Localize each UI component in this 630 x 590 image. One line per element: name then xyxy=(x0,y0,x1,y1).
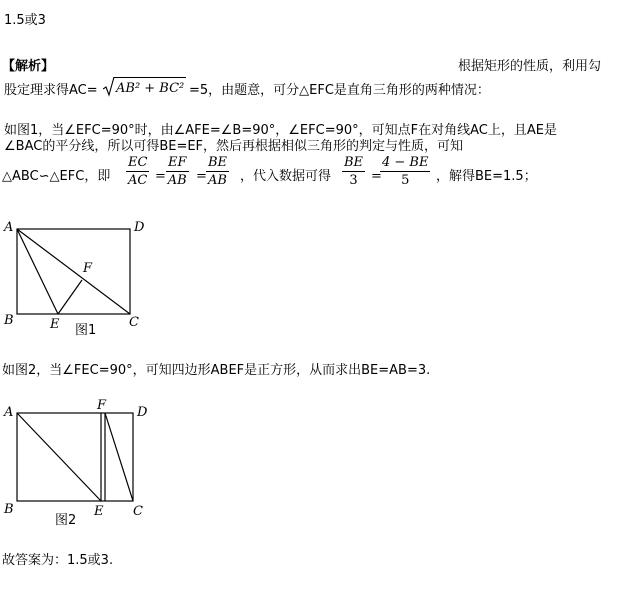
fraction-denominator: AC xyxy=(128,173,148,188)
fig2-segment-ae xyxy=(17,413,101,501)
fraction-numerator: 4 − BE xyxy=(382,155,429,170)
fig1-caption: 图1 xyxy=(75,323,97,338)
figure-2 xyxy=(0,398,160,530)
fraction-denominator: AB xyxy=(167,173,187,188)
fig2-label-b: B xyxy=(4,502,14,517)
case2-line: 如图2，当∠FEC=90°，可知四边形ABEF是正方形，从而求出BE=AB=3. xyxy=(2,363,431,378)
fig1-segment-ae xyxy=(17,229,58,314)
sqrt-bar xyxy=(114,77,186,78)
fig2-segment-fc xyxy=(105,413,133,501)
fraction-4-minus-be-5 xyxy=(380,155,430,188)
fraction-denominator: AB xyxy=(208,173,227,188)
fig2-rectangle xyxy=(17,413,133,501)
case1-line2: ∠BAC的平分线，所以可得BE=EF，然后再根据相似三角形的判定与性质，可知 xyxy=(4,139,464,154)
fraction-numerator: BE xyxy=(208,155,228,170)
answer-text: 1.5或3 xyxy=(4,13,46,28)
fig1-label-a: A xyxy=(4,220,14,235)
equals-sign: = xyxy=(196,169,207,184)
substitute-text: ，代入数据可得 xyxy=(240,169,332,184)
fraction-be-3 xyxy=(342,155,365,188)
fig1-label-b: B xyxy=(4,313,14,328)
fig2-label-c: C xyxy=(133,504,143,519)
fraction-denominator: 5 xyxy=(401,173,410,188)
analysis-line1-right: 根据矩形的性质，利用勾 xyxy=(458,59,602,74)
fig1-label-c: C xyxy=(129,315,139,330)
fraction-ec-ac xyxy=(126,155,149,188)
figure-1 xyxy=(0,216,160,340)
fig2-label-f: F xyxy=(97,398,107,413)
sqrt-radical-icon xyxy=(103,76,115,101)
solve-text: ，解得BE=1.5； xyxy=(436,169,537,184)
fig1-label-e: E xyxy=(50,317,60,332)
fraction-denominator: 3 xyxy=(349,173,358,188)
analysis-line2-a: 股定理求得AC= xyxy=(4,83,98,98)
fraction-numerator: BE xyxy=(344,155,364,170)
fraction-ef-ab xyxy=(166,155,189,188)
similar-text: △ABC∽△EFC，即 xyxy=(2,169,111,184)
analysis-line2-b: =5，由题意，可分△EFC是直角三角形的两种情况： xyxy=(189,83,490,98)
fraction-be-ab xyxy=(206,155,229,188)
fig1-label-f: F xyxy=(83,261,93,276)
fig1-label-d: D xyxy=(134,220,145,235)
fig1-diagonal-ac xyxy=(17,229,130,314)
final-answer: 故答案为：1.5或3. xyxy=(2,553,114,568)
fraction-numerator: EC xyxy=(128,155,148,170)
fraction-numerator: EF xyxy=(168,155,187,170)
fig2-label-e: E xyxy=(94,504,104,519)
sqrt-expression: AB² + BC² xyxy=(116,81,185,96)
equals-sign: = xyxy=(371,169,382,184)
analysis-label: 【解析】 xyxy=(2,59,55,74)
fig2-label-a: A xyxy=(4,405,14,420)
fig2-label-d: D xyxy=(137,405,148,420)
case1-line1: 如图1，当∠EFC=90°时，由∠AFE=∠B=90°，∠EFC=90°，可知点F在对角线AC上，且AE是 xyxy=(4,123,557,138)
equals-sign: = xyxy=(155,169,166,184)
fig2-caption: 图2 xyxy=(55,513,77,528)
fig1-segment-ef xyxy=(58,280,82,314)
